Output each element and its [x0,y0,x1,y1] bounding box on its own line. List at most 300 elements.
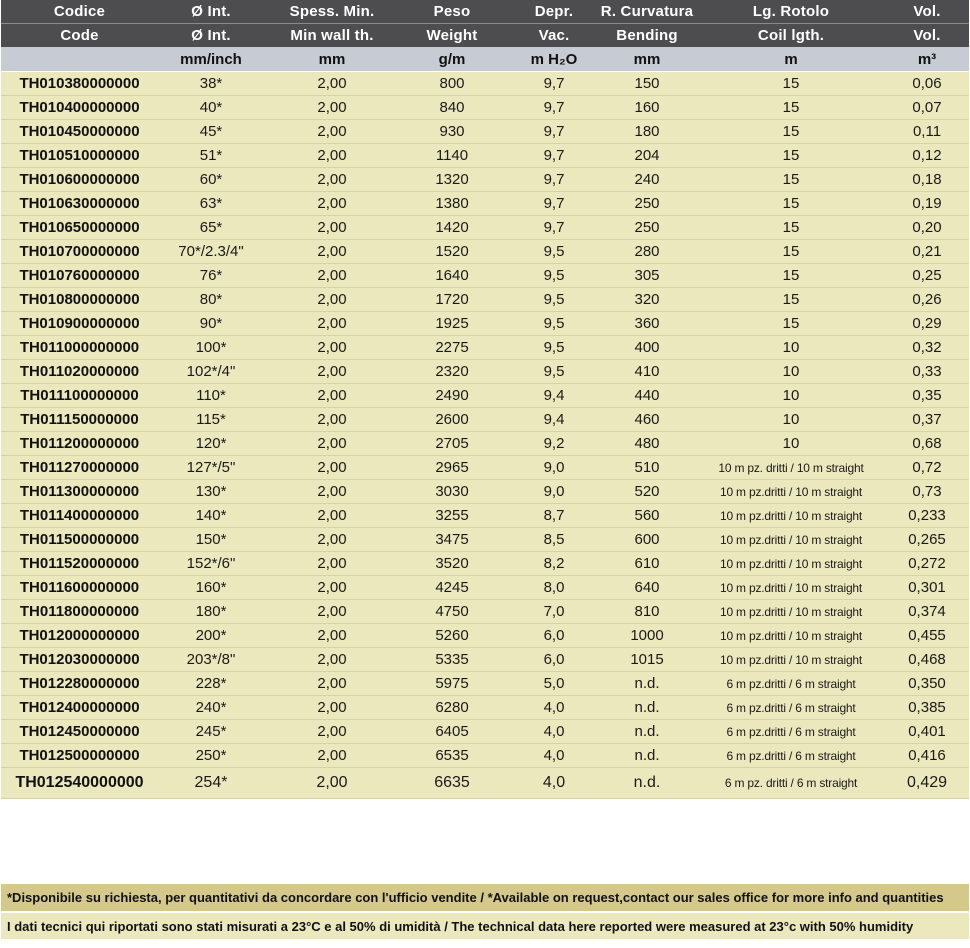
wall-thickness-cell: 2,00 [271,432,393,456]
inner-diameter-cell: 245* [151,720,271,744]
header-cell: Ø Int. [151,24,271,48]
code-cell: TH012500000000 [1,744,151,768]
spec-table-body [1,72,969,799]
volume-cell: 0,401 [885,720,969,744]
inner-diameter-cell: 228* [151,672,271,696]
bending-radius-cell: 1000 [597,624,697,648]
code-cell: TH011150000000 [1,408,151,432]
inner-diameter-cell: 51* [151,144,271,168]
header-cell: Coil lgth. [697,24,885,48]
coil-length-cell: 6 m pz.dritti / 6 m straight [697,720,885,744]
header-cell: Vac. [511,24,597,48]
inner-diameter-cell: 130* [151,480,271,504]
wall-thickness-cell: 2,00 [271,600,393,624]
bending-radius-cell: 410 [597,360,697,384]
bending-radius-cell: 610 [597,552,697,576]
bending-radius-cell: 360 [597,312,697,336]
weight-cell: 6635 [393,768,511,799]
unit-cell: mm/inch [151,47,271,72]
vacuum-cell: 9,4 [511,384,597,408]
volume-cell: 0,06 [885,72,969,96]
table-row [1,336,969,360]
technical-data-note: I dati tecnici qui riportati sono stati misurati a 23°C e al 50% di umidità / The technical data here reported were measured at 23°c with 50% humidity [1,913,969,939]
header-cell: Peso [393,0,511,24]
vacuum-cell: 8,0 [511,576,597,600]
volume-cell: 0,25 [885,264,969,288]
vacuum-cell: 9,5 [511,312,597,336]
weight-cell: 1520 [393,240,511,264]
coil-length-cell: 10 m pz.dritti / 10 m straight [697,480,885,504]
bending-radius-cell: n.d. [597,744,697,768]
bending-radius-cell: 640 [597,576,697,600]
bending-radius-cell: 204 [597,144,697,168]
bending-radius-cell: 400 [597,336,697,360]
volume-cell: 0,21 [885,240,969,264]
table-row [1,744,969,768]
bending-radius-cell: 560 [597,504,697,528]
header-cell: Min wall th. [271,24,393,48]
vacuum-cell: 9,2 [511,432,597,456]
vacuum-cell: 4,0 [511,768,597,799]
coil-length-cell: 15 [697,120,885,144]
wall-thickness-cell: 2,00 [271,288,393,312]
volume-cell: 0,11 [885,120,969,144]
coil-length-cell: 10 [697,408,885,432]
table-row [1,432,969,456]
inner-diameter-cell: 150* [151,528,271,552]
bending-radius-cell: 510 [597,456,697,480]
code-cell: TH011270000000 [1,456,151,480]
inner-diameter-cell: 102*/4" [151,360,271,384]
wall-thickness-cell: 2,00 [271,192,393,216]
coil-length-cell: 15 [697,144,885,168]
coil-length-cell: 15 [697,192,885,216]
code-cell: TH011300000000 [1,480,151,504]
coil-length-cell: 10 [697,384,885,408]
bending-radius-cell: 280 [597,240,697,264]
inner-diameter-cell: 38* [151,72,271,96]
coil-length-cell: 10 m pz.dritti / 10 m straight [697,552,885,576]
bending-radius-cell: 305 [597,264,697,288]
weight-cell: 2490 [393,384,511,408]
coil-length-cell: 10 m pz.dritti / 10 m straight [697,504,885,528]
table-row [1,624,969,648]
bending-radius-cell: 320 [597,288,697,312]
coil-length-cell: 15 [697,168,885,192]
vacuum-cell: 9,7 [511,72,597,96]
coil-length-cell: 15 [697,72,885,96]
wall-thickness-cell: 2,00 [271,312,393,336]
volume-cell: 0,33 [885,360,969,384]
weight-cell: 4750 [393,600,511,624]
coil-length-cell: 15 [697,240,885,264]
bending-radius-cell: 180 [597,120,697,144]
volume-cell: 0,265 [885,528,969,552]
code-cell: TH010650000000 [1,216,151,240]
bending-radius-cell: 810 [597,600,697,624]
volume-cell: 0,416 [885,744,969,768]
code-cell: TH011200000000 [1,432,151,456]
weight-cell: 1720 [393,288,511,312]
coil-length-cell: 10 [697,336,885,360]
weight-cell: 1640 [393,264,511,288]
inner-diameter-cell: 45* [151,120,271,144]
unit-cell: mm [597,47,697,72]
wall-thickness-cell: 2,00 [271,240,393,264]
volume-cell: 0,19 [885,192,969,216]
volume-cell: 0,350 [885,672,969,696]
wall-thickness-cell: 2,00 [271,576,393,600]
vacuum-cell: 9,5 [511,360,597,384]
weight-cell: 2320 [393,360,511,384]
inner-diameter-cell: 70*/2.3/4" [151,240,271,264]
table-row [1,552,969,576]
code-cell: TH012000000000 [1,624,151,648]
inner-diameter-cell: 40* [151,96,271,120]
code-cell: TH012540000000 [1,768,151,799]
units-row [1,47,969,72]
vacuum-cell: 9,7 [511,96,597,120]
table-row [1,96,969,120]
volume-cell: 0,72 [885,456,969,480]
wall-thickness-cell: 2,00 [271,120,393,144]
weight-cell: 2965 [393,456,511,480]
coil-length-cell: 10 m pz.dritti / 10 m straight [697,528,885,552]
volume-cell: 0,20 [885,216,969,240]
header-cell: Bending [597,24,697,48]
code-cell: TH010600000000 [1,168,151,192]
unit-cell: g/m [393,47,511,72]
bending-radius-cell: 480 [597,432,697,456]
table-row [1,408,969,432]
coil-length-cell: 6 m pz.dritti / 6 m straight [697,744,885,768]
unit-cell: m H₂O [511,47,597,72]
bending-radius-cell: 440 [597,384,697,408]
table-row [1,480,969,504]
weight-cell: 3520 [393,552,511,576]
weight-cell: 1320 [393,168,511,192]
code-cell: TH010900000000 [1,312,151,336]
inner-diameter-cell: 240* [151,696,271,720]
inner-diameter-cell: 65* [151,216,271,240]
volume-cell: 0,385 [885,696,969,720]
table-row [1,192,969,216]
unit-cell: mm [271,47,393,72]
coil-length-cell: 6 m pz.dritti / 6 m straight [697,672,885,696]
coil-length-cell: 10 [697,360,885,384]
coil-length-cell: 10 [697,432,885,456]
coil-length-cell: 6 m pz. dritti / 6 m straight [697,768,885,799]
table-row [1,672,969,696]
code-cell: TH010400000000 [1,96,151,120]
wall-thickness-cell: 2,00 [271,336,393,360]
coil-length-cell: 15 [697,96,885,120]
table-row [1,504,969,528]
code-cell: TH010700000000 [1,240,151,264]
bending-radius-cell: n.d. [597,768,697,799]
bending-radius-cell: 150 [597,72,697,96]
weight-cell: 6535 [393,744,511,768]
inner-diameter-cell: 254* [151,768,271,799]
bending-radius-cell: 600 [597,528,697,552]
vacuum-cell: 9,7 [511,216,597,240]
table-row [1,120,969,144]
code-cell: TH011600000000 [1,576,151,600]
weight-cell: 5975 [393,672,511,696]
coil-length-cell: 10 m pz.dritti / 10 m straight [697,576,885,600]
table-row [1,288,969,312]
code-cell: TH010510000000 [1,144,151,168]
header-row-english [1,24,969,48]
inner-diameter-cell: 120* [151,432,271,456]
wall-thickness-cell: 2,00 [271,456,393,480]
coil-length-cell: 10 m pz.dritti / 10 m straight [697,624,885,648]
spec-table [1,0,969,799]
vacuum-cell: 9,0 [511,480,597,504]
volume-cell: 0,272 [885,552,969,576]
table-row [1,600,969,624]
volume-cell: 0,468 [885,648,969,672]
weight-cell: 5260 [393,624,511,648]
table-row [1,384,969,408]
code-cell: TH011500000000 [1,528,151,552]
code-cell: TH012450000000 [1,720,151,744]
weight-cell: 1140 [393,144,511,168]
vacuum-cell: 9,4 [511,408,597,432]
wall-thickness-cell: 2,00 [271,648,393,672]
volume-cell: 0,32 [885,336,969,360]
volume-cell: 0,455 [885,624,969,648]
weight-cell: 800 [393,72,511,96]
wall-thickness-cell: 2,00 [271,480,393,504]
code-cell: TH010380000000 [1,72,151,96]
table-row [1,312,969,336]
bending-radius-cell: 1015 [597,648,697,672]
header-cell: Codice [1,0,151,24]
code-cell: TH012280000000 [1,672,151,696]
table-row [1,264,969,288]
vacuum-cell: 9,5 [511,288,597,312]
code-cell: TH011020000000 [1,360,151,384]
weight-cell: 6280 [393,696,511,720]
inner-diameter-cell: 110* [151,384,271,408]
bending-radius-cell: n.d. [597,720,697,744]
code-cell: TH011100000000 [1,384,151,408]
unit-cell: m [697,47,885,72]
header-cell: Spess. Min. [271,0,393,24]
table-row [1,648,969,672]
coil-length-cell: 15 [697,216,885,240]
vacuum-cell: 9,7 [511,120,597,144]
inner-diameter-cell: 200* [151,624,271,648]
table-row [1,768,969,799]
vacuum-cell: 4,0 [511,696,597,720]
vacuum-cell: 9,7 [511,144,597,168]
vacuum-cell: 8,2 [511,552,597,576]
header-cell: R. Curvatura [597,0,697,24]
volume-cell: 0,29 [885,312,969,336]
wall-thickness-cell: 2,00 [271,96,393,120]
wall-thickness-cell: 2,00 [271,624,393,648]
wall-thickness-cell: 2,00 [271,696,393,720]
coil-length-cell: 15 [697,264,885,288]
vacuum-cell: 9,7 [511,192,597,216]
weight-cell: 4245 [393,576,511,600]
volume-cell: 0,233 [885,504,969,528]
weight-cell: 3255 [393,504,511,528]
coil-length-cell: 10 m pz.dritti / 10 m straight [697,600,885,624]
volume-cell: 0,07 [885,96,969,120]
inner-diameter-cell: 160* [151,576,271,600]
bending-radius-cell: n.d. [597,672,697,696]
bending-radius-cell: 160 [597,96,697,120]
wall-thickness-cell: 2,00 [271,408,393,432]
volume-cell: 0,301 [885,576,969,600]
wall-thickness-cell: 2,00 [271,216,393,240]
bending-radius-cell: 520 [597,480,697,504]
inner-diameter-cell: 152*/6" [151,552,271,576]
wall-thickness-cell: 2,00 [271,264,393,288]
table-row [1,456,969,480]
wall-thickness-cell: 2,00 [271,168,393,192]
weight-cell: 5335 [393,648,511,672]
vacuum-cell: 6,0 [511,624,597,648]
code-cell: TH011800000000 [1,600,151,624]
inner-diameter-cell: 80* [151,288,271,312]
vacuum-cell: 9,5 [511,264,597,288]
code-cell: TH012030000000 [1,648,151,672]
wall-thickness-cell: 2,00 [271,528,393,552]
coil-length-cell: 10 m pz. dritti / 10 m straight [697,456,885,480]
bending-radius-cell: n.d. [597,696,697,720]
weight-cell: 1420 [393,216,511,240]
vacuum-cell: 8,7 [511,504,597,528]
code-cell: TH010800000000 [1,288,151,312]
bending-radius-cell: 250 [597,192,697,216]
weight-cell: 930 [393,120,511,144]
volume-cell: 0,429 [885,768,969,799]
header-cell: Depr. [511,0,597,24]
coil-length-cell: 10 m pz.dritti / 10 m straight [697,648,885,672]
vacuum-cell: 4,0 [511,720,597,744]
weight-cell: 1380 [393,192,511,216]
volume-cell: 0,73 [885,480,969,504]
weight-cell: 1925 [393,312,511,336]
bending-radius-cell: 240 [597,168,697,192]
volume-cell: 0,68 [885,432,969,456]
wall-thickness-cell: 2,00 [271,144,393,168]
table-row [1,240,969,264]
weight-cell: 6405 [393,720,511,744]
code-cell: TH011000000000 [1,336,151,360]
volume-cell: 0,374 [885,600,969,624]
vacuum-cell: 9,0 [511,456,597,480]
vacuum-cell: 4,0 [511,744,597,768]
header-cell: Weight [393,24,511,48]
volume-cell: 0,26 [885,288,969,312]
coil-length-cell: 15 [697,288,885,312]
inner-diameter-cell: 140* [151,504,271,528]
inner-diameter-cell: 76* [151,264,271,288]
vacuum-cell: 6,0 [511,648,597,672]
vacuum-cell: 7,0 [511,600,597,624]
volume-cell: 0,12 [885,144,969,168]
code-cell: TH010760000000 [1,264,151,288]
bending-radius-cell: 250 [597,216,697,240]
table-row [1,720,969,744]
table-row [1,168,969,192]
table-row [1,696,969,720]
header-cell: Lg. Rotolo [697,0,885,24]
table-row [1,528,969,552]
table-row [1,144,969,168]
availability-note: *Disponibile su richiesta, per quantitativi da concordare con l'ufficio vendite / *Available on request,contact our sales office for more info and quantities [1,884,969,911]
header-cell: Vol. [885,0,969,24]
wall-thickness-cell: 2,00 [271,768,393,799]
wall-thickness-cell: 2,00 [271,720,393,744]
unit-cell: m³ [885,47,969,72]
vacuum-cell: 5,0 [511,672,597,696]
code-cell: TH010630000000 [1,192,151,216]
weight-cell: 3475 [393,528,511,552]
volume-cell: 0,37 [885,408,969,432]
inner-diameter-cell: 100* [151,336,271,360]
header-row-italian [1,0,969,24]
coil-length-cell: 6 m pz.dritti / 6 m straight [697,696,885,720]
weight-cell: 2275 [393,336,511,360]
vacuum-cell: 8,5 [511,528,597,552]
header-cell: Vol. [885,24,969,48]
inner-diameter-cell: 63* [151,192,271,216]
weight-cell: 840 [393,96,511,120]
weight-cell: 2600 [393,408,511,432]
inner-diameter-cell: 250* [151,744,271,768]
vacuum-cell: 9,5 [511,240,597,264]
inner-diameter-cell: 180* [151,600,271,624]
code-cell: TH011520000000 [1,552,151,576]
wall-thickness-cell: 2,00 [271,504,393,528]
wall-thickness-cell: 2,00 [271,360,393,384]
table-row [1,216,969,240]
volume-cell: 0,18 [885,168,969,192]
table-row [1,72,969,96]
inner-diameter-cell: 115* [151,408,271,432]
weight-cell: 3030 [393,480,511,504]
bending-radius-cell: 460 [597,408,697,432]
table-row [1,576,969,600]
unit-cell [1,47,151,72]
volume-cell: 0,35 [885,384,969,408]
wall-thickness-cell: 2,00 [271,672,393,696]
inner-diameter-cell: 90* [151,312,271,336]
vacuum-cell: 9,7 [511,168,597,192]
wall-thickness-cell: 2,00 [271,744,393,768]
table-row [1,360,969,384]
header-cell: Ø Int. [151,0,271,24]
inner-diameter-cell: 127*/5" [151,456,271,480]
code-cell: TH011400000000 [1,504,151,528]
weight-cell: 2705 [393,432,511,456]
wall-thickness-cell: 2,00 [271,384,393,408]
wall-thickness-cell: 2,00 [271,72,393,96]
inner-diameter-cell: 60* [151,168,271,192]
wall-thickness-cell: 2,00 [271,552,393,576]
code-cell: TH010450000000 [1,120,151,144]
inner-diameter-cell: 203*/8" [151,648,271,672]
vacuum-cell: 9,5 [511,336,597,360]
code-cell: TH012400000000 [1,696,151,720]
header-cell: Code [1,24,151,48]
